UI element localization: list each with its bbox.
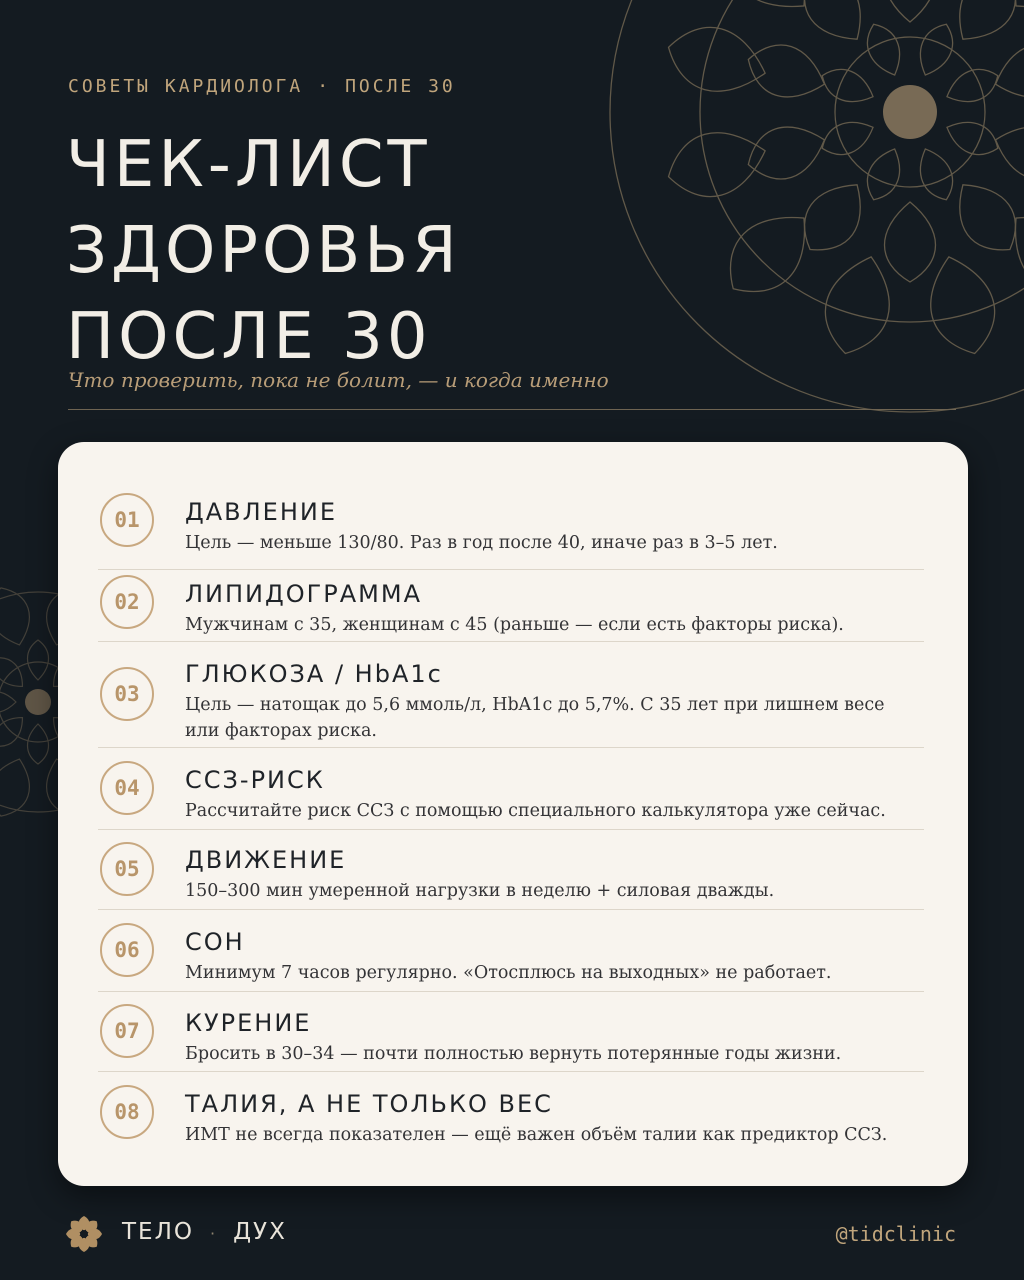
title-line-1: ЧЕК-ЛИСТ — [66, 128, 431, 202]
checklist-card — [58, 442, 968, 1186]
item-title: ЛИПИДОГРАММА — [185, 580, 422, 608]
page-title — [66, 122, 461, 380]
item-description: Мужчинам с 35, женщинам с 45 (раньше — если есть факторы риска). — [185, 615, 844, 635]
title-line-3: ПОСЛЕ 30 — [66, 300, 432, 374]
item-number-badge: 04 — [100, 761, 154, 815]
checklist-item-waist — [98, 1072, 924, 1162]
item-description: Рассчитайте риск ССЗ с помощью специального калькулятора уже сейчас. — [185, 801, 886, 821]
item-title: ГЛЮКОЗА / HbA1c — [185, 660, 443, 688]
item-description: Цель — меньше 130/80. Раз в год после 40, иначе раз в 3–5 лет. — [185, 533, 778, 553]
checklist-item-smoking — [98, 992, 924, 1072]
item-title: ДВИЖЕНИЕ — [185, 846, 347, 874]
item-title: СОН — [185, 928, 245, 956]
brand-body: ТЕЛО — [122, 1219, 194, 1245]
item-description: Цель — натощак до 5,6 ммоль/л, HbA1c до 5,7%. С 35 лет при лишнем весе или факторах риска. — [185, 695, 885, 741]
item-description: Бросить в 30–34 — почти полностью вернуть потерянные годы жизни. — [185, 1044, 842, 1064]
brand-spirit: ДУХ — [233, 1219, 287, 1245]
item-number-badge: 05 — [100, 842, 154, 896]
checklist-item-pressure — [98, 488, 924, 570]
item-title: ДАВЛЕНИЕ — [185, 498, 338, 526]
item-number-badge: 08 — [100, 1085, 154, 1139]
item-number-badge: 03 — [100, 667, 154, 721]
kicker-age: ПОСЛЕ 30 — [345, 76, 456, 97]
title-divider — [68, 409, 956, 410]
item-title: КУРЕНИЕ — [185, 1009, 312, 1037]
social-handle: @tidclinic — [835, 1222, 956, 1246]
item-number-badge: 02 — [100, 575, 154, 629]
checklist-item-lipids — [98, 570, 924, 642]
kicker-topic: СОВЕТЫ КАРДИОЛОГА — [68, 76, 304, 97]
item-description: Минимум 7 часов регулярно. «Отосплюсь на выходных» не работает. — [185, 963, 832, 983]
item-title: ТАЛИЯ, А НЕ ТОЛЬКО ВЕС — [185, 1090, 553, 1118]
checklist-item-sleep — [98, 910, 924, 992]
item-title: ССЗ-РИСК — [185, 766, 325, 794]
kicker — [68, 76, 456, 97]
checklist-item-glucose — [98, 642, 924, 748]
title-line-2: ЗДОРОВЬЯ — [66, 214, 461, 288]
subtitle: Что проверить, пока не болит, — и когда именно — [68, 368, 609, 392]
item-description: 150–300 мин умеренной нагрузки в неделю + силовая дважды. — [185, 881, 775, 901]
item-number-badge: 01 — [100, 493, 154, 547]
brand-separator: · — [209, 1224, 218, 1243]
checklist-item-movement — [98, 830, 924, 910]
item-number-badge: 07 — [100, 1004, 154, 1058]
item-description: ИМТ не всегда показателен — ещё важен объём талии как предиктор ССЗ. — [185, 1125, 888, 1145]
lotus-icon — [64, 1214, 104, 1254]
kicker-separator: · — [317, 76, 332, 97]
item-number-badge: 06 — [100, 923, 154, 977]
checklist-item-cvd-risk — [98, 748, 924, 830]
brand-name — [122, 1219, 287, 1245]
